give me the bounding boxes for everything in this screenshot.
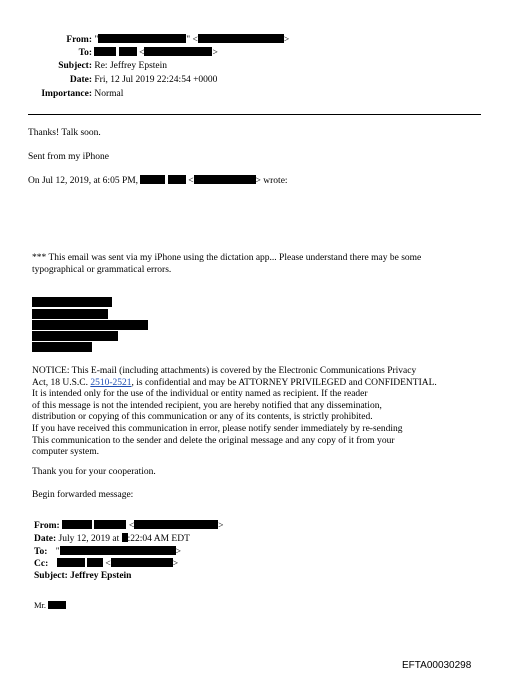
notice-line: This communication to the sender and delete the original message and any copy of it from your [32,435,395,446]
header-importance-row [0,89,123,99]
header-from-row [0,34,289,45]
forwarded-header [34,520,224,583]
redaction-block [98,34,186,43]
document-id: EFTA00030298 [402,660,472,671]
thanks-text: Thank you for your cooperation. [32,467,156,477]
header-from-close: > [283,35,290,45]
salutation-text: Mr. [34,600,47,610]
redaction-block [168,175,186,184]
redaction-block [32,320,148,330]
redaction-block [48,601,66,609]
header-subject-value: Re: Jeffrey Epstein [94,61,168,71]
redaction-block [144,47,212,56]
usc-link[interactable]: 2510-2521 [90,377,132,388]
redaction-block [87,558,103,567]
header-from-mid: " < [186,35,198,45]
notice-line: of this message is not the intended recipient, you are hereby notified that any dissemination, [32,400,382,411]
header-to-row [0,47,218,58]
fwd-cc-row [34,558,224,571]
header-date-value: Fri, 12 Jul 2019 22:24:54 +0000 [94,75,218,85]
fwd-from-lt: < [128,521,135,531]
fwd-date-post: :22:04 AM EDT [127,533,190,544]
redaction-block [140,175,165,184]
attribution-suffix: > wrote: [255,176,288,186]
redaction-block [94,520,126,529]
header-date-label: Date: [69,75,92,85]
attribution-prefix: On Jul 12, 2019, at 6:05 PM, [28,176,139,186]
fwd-subject-value: Jeffrey Epstein [70,571,132,582]
notice-line2-post: , is confidential and may be ATTORNEY PRIVILEGED and CONFIDENTIAL. [131,377,437,388]
fwd-date-pre: July 12, 2019 at [58,533,120,544]
fwd-from-label: From: [34,521,60,531]
fwd-from-close: > [218,521,224,531]
notice-line: distribution or copying of this communication or any of its contents, is strictly prohibited. [32,412,373,423]
header-importance-value: Normal [94,89,124,99]
redaction-block [194,175,256,184]
header-from-quote: " [94,35,99,45]
redaction-block [57,558,85,567]
notice-line: NOTICE: This E-mail (including attachments) is covered by the Electronic Communications Privacy [32,366,417,376]
fwd-subject-row [34,571,224,583]
notice-line2-pre: Act, 18 U.S.C. [32,377,91,388]
header-to-label: To: [78,48,92,58]
fwd-to-row [34,546,224,559]
header-divider [28,114,481,115]
dictation-disclaimer [32,253,421,276]
redaction-block [111,558,173,567]
fwd-cc-close: > [172,559,179,570]
header-to-close: > [212,48,218,58]
redaction-block [32,309,108,319]
fwd-from-row [34,520,224,533]
notice-line: It is intended only for the use of the individual or entity named as recipient. If the reader [32,389,368,400]
fwd-to-quote: " [55,546,60,557]
header-subject-label: Subject: [58,61,92,71]
header-to-lt: < [139,48,145,58]
fwd-date-label: Date: [34,533,57,544]
begin-forwarded-text: Begin forwarded message: [32,490,134,500]
notice-line: If you have received this communication in error, please notify sender immediately by re-sending [32,423,403,434]
header-date-row [0,75,217,85]
quoted-attribution [28,175,288,186]
fwd-subject-label: Subject: [34,571,68,582]
redaction-block [60,546,176,555]
redaction-block [32,297,112,307]
header-importance-label: Importance: [41,89,92,99]
dictation-line: typographical or grammatical errors. [32,264,172,275]
redaction-block [119,47,137,56]
reply-text: Thanks! Talk soon. [28,128,101,138]
fwd-to-close: > [175,546,182,557]
redaction-block [94,47,116,56]
dictation-line: *** This email was sent via my iPhone using the dictation app... Please understand there may be some [32,253,422,263]
redaction-block [32,331,118,341]
signature-text: Sent from my iPhone [28,152,110,162]
header-from-label: From: [66,35,92,45]
redaction-block [134,520,218,529]
attribution-lt: < [188,176,194,186]
redaction-block [32,342,92,352]
fwd-date-row [34,533,224,546]
fwd-to-label: To: [34,546,48,557]
redaction-block [62,520,92,529]
notice-line: computer system. [32,447,100,458]
legal-notice [32,366,437,459]
notice-line [32,378,437,390]
salutation [34,600,66,610]
fwd-cc-label: Cc: [34,559,49,570]
fwd-cc-lt: < [105,559,111,570]
header-subject-row [0,61,167,71]
redaction-block [198,34,284,43]
